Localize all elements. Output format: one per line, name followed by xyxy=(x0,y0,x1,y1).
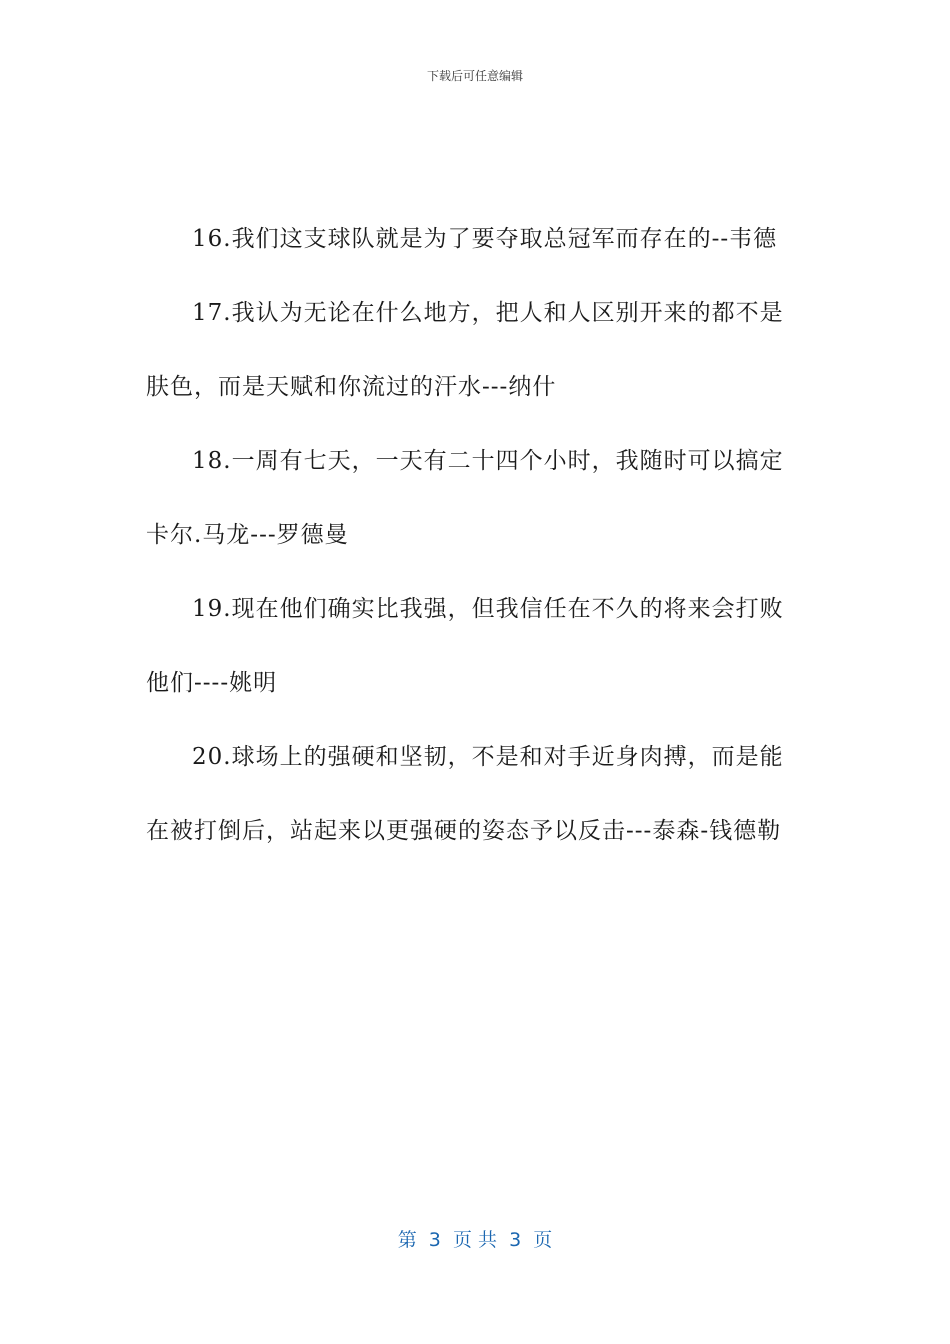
quote-paragraph-19: 19.现在他们确实比我强，但我信任在不久的将来会打败他们----姚明 xyxy=(146,596,784,696)
quote-paragraph-17: 17.我认为无论在什么地方，把人和人区别开来的都不是肤色，而是天赋和你流过的汗水---纳什 xyxy=(146,300,784,400)
quote-paragraph-20: 20.球场上的强硬和坚韧，不是和对手近身肉搏，而是能在被打倒后，站起来以更强硬的姿态予以反击---泰森-钱德勒 xyxy=(146,744,784,844)
document-body xyxy=(146,202,806,868)
page-number-footer: 第 3 页 共 3 页 xyxy=(397,1229,553,1251)
page-header-note: 下载后可任意编辑 xyxy=(426,69,523,83)
quote-paragraph-18: 18.一周有七天，一天有二十四个小时，我随时可以搞定卡尔.马龙---罗德曼 xyxy=(146,448,784,548)
quote-paragraph-16: 16.我们这支球队就是为了要夺取总冠军而存在的--韦德 xyxy=(192,226,778,252)
